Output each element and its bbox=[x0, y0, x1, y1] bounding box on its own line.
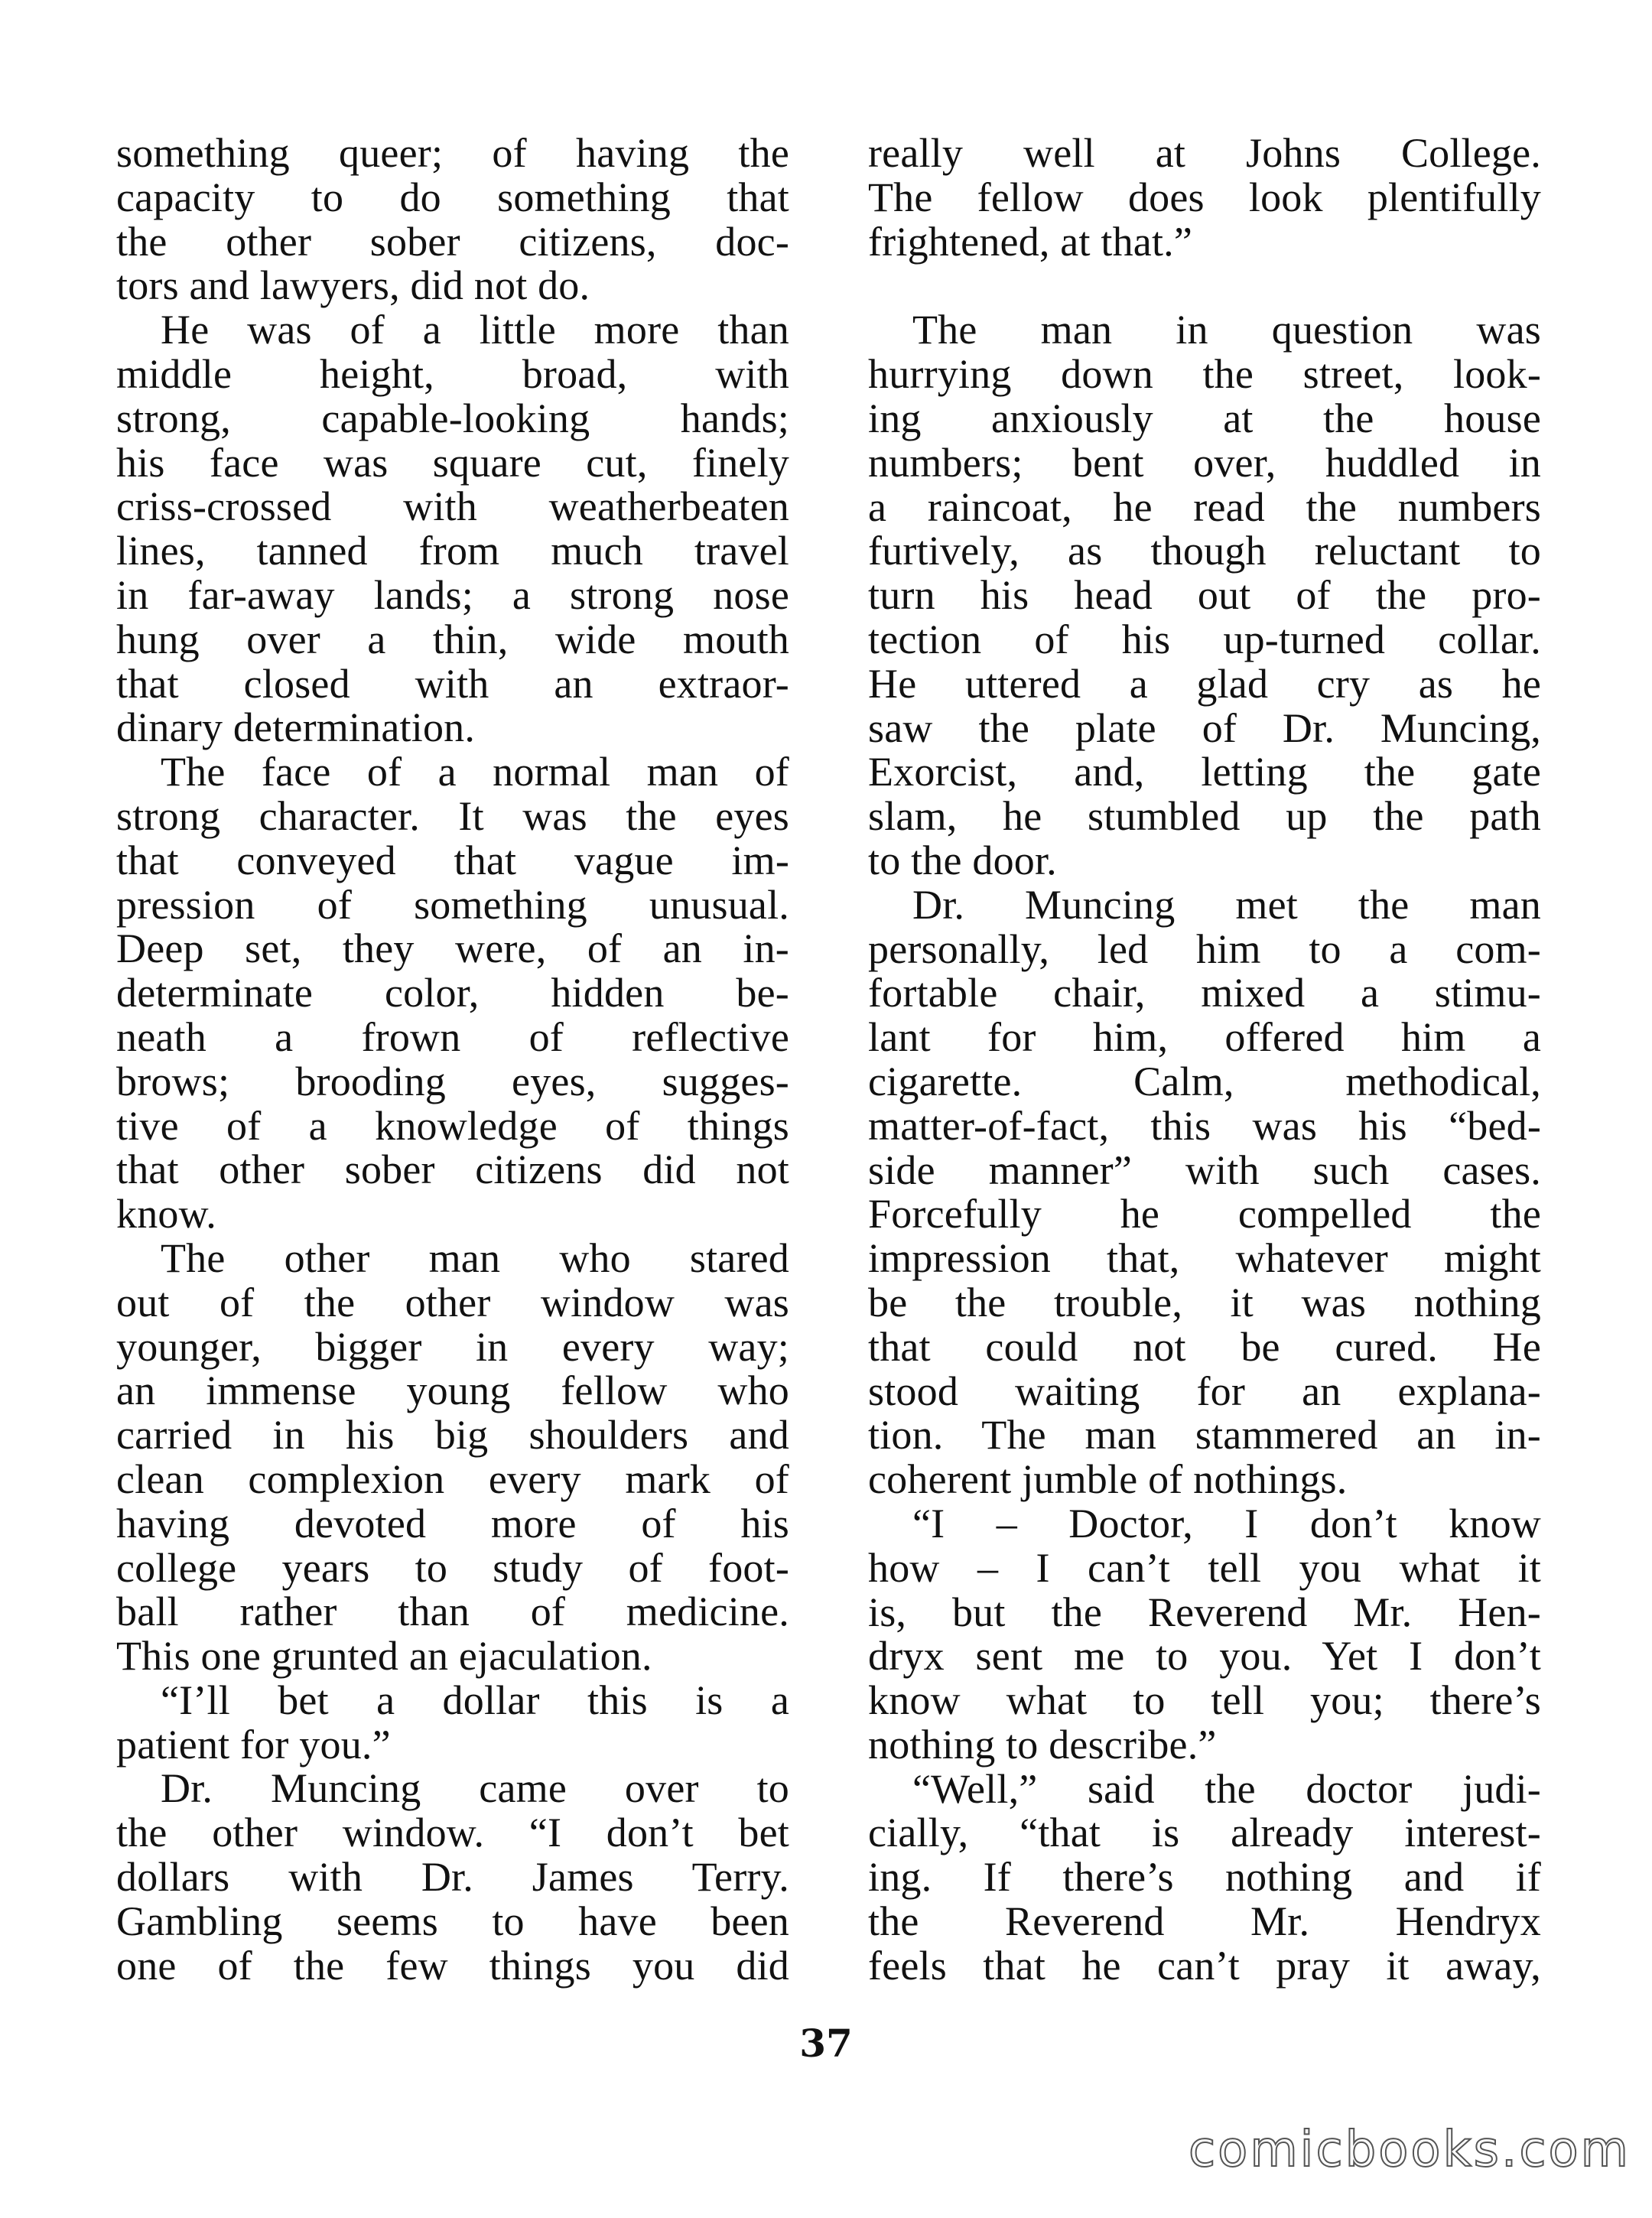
text-line: something queer; of having the bbox=[116, 130, 789, 176]
text-line: numbers; bent over, huddled in bbox=[868, 439, 1541, 486]
text-line: patient for you.” bbox=[116, 1721, 391, 1768]
text-line: younger, bigger in every way; bbox=[116, 1323, 789, 1370]
text-line: “Well,” said the doctor judi- bbox=[912, 1765, 1541, 1812]
text-line: tection of his up-turned collar. bbox=[868, 616, 1541, 662]
paragraph bbox=[868, 132, 1541, 264]
text-line: his face was square cut, finely bbox=[116, 439, 789, 486]
text-line: The other man who stared bbox=[161, 1234, 789, 1281]
text-line: how – I can’t tell you what it bbox=[868, 1544, 1541, 1591]
text-line: He was of a little more than bbox=[161, 307, 789, 353]
text-line: that conveyed that vague im- bbox=[116, 837, 789, 883]
text-line: turn his head out of the pro- bbox=[868, 572, 1541, 619]
text-line: furtively, as though reluctant to bbox=[868, 528, 1541, 574]
text-line: ing anxiously at the house bbox=[868, 395, 1541, 441]
text-line: to the door. bbox=[868, 837, 1057, 883]
text-line: in far-away lands; a strong nose bbox=[116, 571, 789, 618]
paragraph bbox=[116, 750, 789, 1237]
text-line: one of the few things you did bbox=[116, 1942, 789, 1989]
text-line: The man in question was bbox=[912, 307, 1541, 353]
text-line: cigarette. Calm, methodical, bbox=[868, 1058, 1541, 1104]
text-line: that closed with an extraor- bbox=[116, 660, 789, 707]
text-line: saw the plate of Dr. Muncing, bbox=[868, 704, 1541, 751]
right-text-column bbox=[868, 132, 1541, 1989]
paragraph bbox=[116, 132, 789, 308]
text-line: clean complexion every mark of bbox=[116, 1455, 789, 1502]
text-line: Gambling seems to have been bbox=[116, 1898, 789, 1944]
text-line: Forcefully he compelled the bbox=[868, 1191, 1541, 1237]
text-line: be the trouble, it was nothing bbox=[868, 1279, 1541, 1325]
text-line: The fellow does look plentifully bbox=[868, 174, 1541, 220]
text-line: the other window. “I don’t bet bbox=[116, 1810, 789, 1856]
text-line: really well at Johns College. bbox=[868, 130, 1541, 176]
text-line: know what to tell you; there’s bbox=[868, 1677, 1541, 1724]
text-line: dollars with Dr. James Terry. bbox=[116, 1854, 789, 1901]
text-line: stood waiting for an explana- bbox=[868, 1368, 1541, 1414]
text-line: brows; brooding eyes, sugges- bbox=[116, 1058, 789, 1104]
text-line: college years to study of foot- bbox=[116, 1544, 789, 1591]
text-line: side manner” with such cases. bbox=[868, 1146, 1541, 1193]
text-line: nothing to describe.” bbox=[868, 1721, 1217, 1768]
text-line: hurrying down the street, look- bbox=[868, 351, 1541, 398]
text-line: that could not be cured. He bbox=[868, 1323, 1541, 1370]
text-line: personally, led him to a com- bbox=[868, 925, 1541, 972]
text-line: ing. If there’s nothing and if bbox=[868, 1854, 1541, 1901]
page-number: 37 bbox=[799, 2021, 853, 2066]
text-line: coherent jumble of nothings. bbox=[868, 1456, 1348, 1503]
paragraph bbox=[116, 1234, 789, 1680]
text-line: know. bbox=[116, 1191, 216, 1237]
text-line: dryx sent me to you. Yet I don’t bbox=[868, 1633, 1541, 1680]
text-line: feels that he can’t pray it away, bbox=[868, 1942, 1541, 1989]
text-line: ball rather than of medicine. bbox=[116, 1589, 789, 1635]
paragraph bbox=[116, 308, 789, 750]
text-line: He uttered a glad cry as he bbox=[868, 660, 1541, 707]
text-line: dinary determination. bbox=[116, 704, 476, 751]
text-line: frightened, at that.” bbox=[868, 218, 1193, 265]
paragraph bbox=[868, 308, 1541, 883]
text-line: the other sober citizens, doc- bbox=[116, 218, 789, 265]
text-line: “I – Doctor, I don’t know bbox=[912, 1500, 1541, 1546]
paragraph bbox=[868, 1502, 1541, 1768]
text-line: slam, he stumbled up the path bbox=[868, 793, 1541, 840]
paragraph bbox=[868, 883, 1541, 1502]
text-line: Dr. Muncing came over to bbox=[161, 1765, 789, 1812]
paragraph bbox=[116, 1679, 789, 1768]
text-line: determinate color, hidden be- bbox=[116, 970, 789, 1016]
text-line: criss-crossed with weatherbeaten bbox=[116, 483, 789, 530]
text-line: fortable chair, mixed a stimu- bbox=[868, 970, 1541, 1016]
left-text-column bbox=[116, 132, 789, 1988]
text-line: The face of a normal man of bbox=[161, 749, 789, 795]
text-line: the Reverend Mr. Hendryx bbox=[868, 1898, 1541, 1945]
text-line: an immense young fellow who bbox=[116, 1368, 789, 1414]
paragraph bbox=[116, 1767, 789, 1988]
text-line: strong, capable-looking hands; bbox=[116, 395, 789, 441]
text-line: tive of a knowledge of things bbox=[116, 1102, 789, 1149]
text-line: lines, tanned from much travel bbox=[116, 528, 789, 574]
text-line: capacity to do something that bbox=[116, 174, 789, 220]
text-line: This one grunted an ejaculation. bbox=[116, 1633, 652, 1680]
text-line: tion. The man stammered an in- bbox=[868, 1412, 1541, 1459]
text-line: matter-of-fact, this was his “bed- bbox=[868, 1102, 1541, 1149]
text-line: Dr. Muncing met the man bbox=[912, 881, 1541, 928]
text-line: strong character. It was the eyes bbox=[116, 792, 789, 839]
text-line: tors and lawyers, did not do. bbox=[116, 262, 590, 309]
text-line: neath a frown of reflective bbox=[116, 1013, 789, 1060]
watermark-text: comicbooks.com bbox=[1188, 2122, 1631, 2178]
text-line: is, but the Reverend Mr. Hen- bbox=[868, 1589, 1541, 1635]
text-line: middle height, broad, with bbox=[116, 350, 789, 397]
text-line: “I’ll bet a dollar this is a bbox=[161, 1677, 789, 1723]
text-line: carried in his big shoulders and bbox=[116, 1412, 789, 1459]
text-line: cially, “that is already interest- bbox=[868, 1810, 1541, 1856]
text-line: Exorcist, and, letting the gate bbox=[868, 749, 1541, 795]
paragraph bbox=[868, 1765, 1541, 1989]
text-line: impression that, whatever might bbox=[868, 1235, 1541, 1282]
text-line: having devoted more of his bbox=[116, 1500, 789, 1546]
text-line: pression of something unusual. bbox=[116, 881, 789, 928]
text-line: that other sober citizens did not bbox=[116, 1146, 789, 1193]
text-line: lant for him, offered him a bbox=[868, 1014, 1541, 1061]
text-line: hung over a thin, wide mouth bbox=[116, 616, 789, 662]
text-line: a raincoat, he read the numbers bbox=[868, 483, 1541, 530]
text-line: Deep set, they were, of an in- bbox=[116, 925, 789, 972]
text-line: out of the other window was bbox=[116, 1279, 789, 1325]
